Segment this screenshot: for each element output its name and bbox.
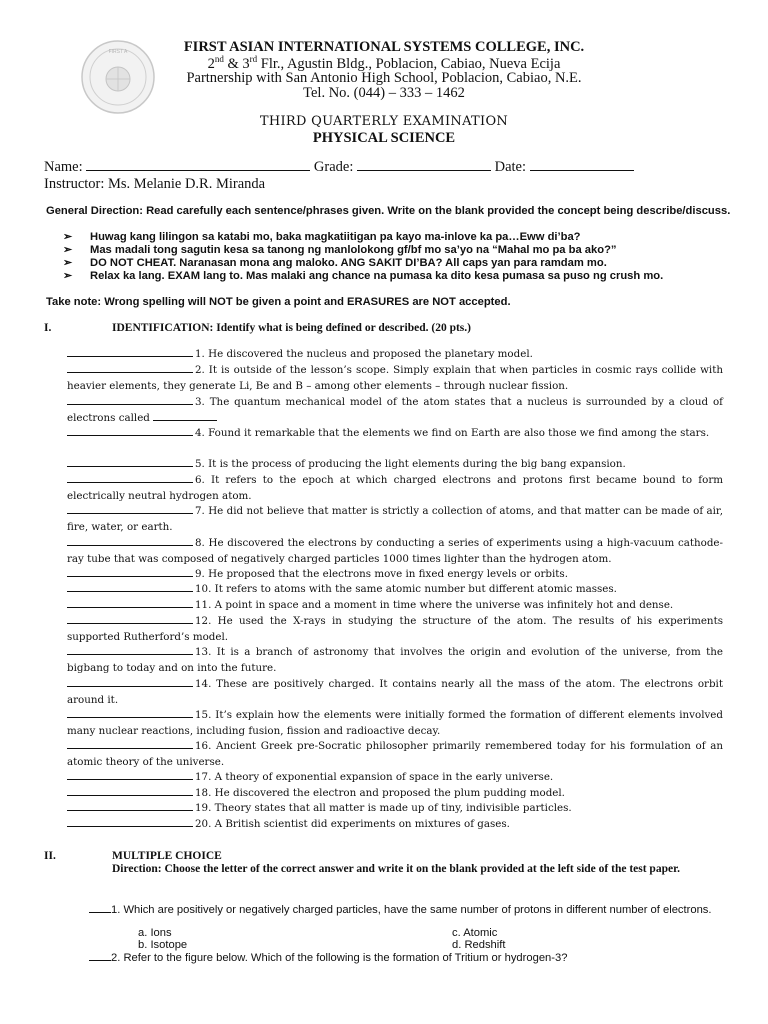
identification-item: 9. He proposed that the electrons move in fixed energy levels or orbits. [67,567,723,583]
arrow-bullet-icon: ➢ [63,270,73,282]
arrow-bullet-icon: ➢ [63,257,73,269]
answer-blank[interactable] [67,786,193,796]
mc-option-d: d. Redshift [452,939,506,951]
answer-blank[interactable] [67,473,193,483]
date-label: Date: [494,159,527,175]
identification-item: 2. It is outside of the lesson’s scope. Simply explain that when particles in cosmic rays collide with heavier elements, they generate Li, Be and B – among other elements – through nuclear fission. [67,364,723,392]
identification-item: 3. The quantum mechanical model of the atom states that a nucleus is surrounded by a cloud of electrons called [67,396,723,424]
mc-question: 1. Which are positively or negatively charged particles, have the same number of protons in different number of electrons. [89,902,729,916]
answer-blank[interactable] [67,363,193,373]
answer-blank[interactable] [67,567,193,577]
college-address: 2nd & 3rd Flr., Agustin Bldg., Poblacion, Cabiao, Nueva Ecija [207,54,561,72]
answer-blank[interactable] [67,645,193,655]
identification-item: 4. Found it remarkable that the elements we find on Earth are also those we find among the stars. [67,426,723,442]
name-label: Name: [44,159,83,175]
answer-blank[interactable] [67,817,193,827]
answer-blank[interactable] [67,395,193,405]
answer-blank[interactable] [67,770,193,780]
answer-blank[interactable] [67,614,193,624]
answer-blank[interactable] [67,582,193,592]
identification-item: 12. He used the X-rays in studying the structure of the atom. The results of his experiments supported Rutherford’s model. [67,615,723,643]
mc-option-c: c. Atomic [452,927,498,939]
mc-option-b: b. Isotope [138,939,188,951]
answer-blank[interactable] [67,426,193,436]
identification-item: 16. Ancient Greek pre-Socratic philosopher primarily remembered today for his formulation of an atomic theory of the universe. [67,740,723,768]
identification-item: 5. It is the process of producing the light elements during the big bang expansion. [67,457,723,473]
identification-item: 7. He did not believe that matter is strictly a collection of atoms, and that matter can be made of air, fire, water, or earth. [67,505,723,533]
instruction-bullet: ➢ Mas madali tong sagutin kesa sa tanong ng manlolokong gf/bf mo sa’yo na “Mahal mo pa ba ako?” [63,244,617,256]
answer-blank[interactable] [67,457,193,467]
mc-option-a: a. Ions [138,927,172,939]
mc-answer-blank[interactable] [89,902,111,913]
section-2-number: II. [44,850,56,862]
answer-blank[interactable] [67,598,193,608]
student-info-line [44,158,634,176]
section-2-title: MULTIPLE CHOICE [112,850,222,862]
section-2-direction: Direction: Choose the letter of the correct answer and write it on the blank provided at the left side of the test paper. [112,863,681,875]
answer-blank[interactable] [67,801,193,811]
identification-item: 17. A theory of exponential expansion of space in the early universe. [67,770,723,786]
section-1-title: IDENTIFICATION: Identify what is being defined or described. (20 pts.) [112,322,471,334]
grade-blank[interactable] [357,158,491,171]
identification-item: 13. It is a branch of astronomy that involves the origin and evolution of the universe, from the bigbang to today and on into the future. [67,646,723,674]
identification-item: 15. It’s explain how the elements were initially formed the formation of different elements involved many nuclear reactions, including fusion, fission and radioactive decay. [67,709,723,737]
college-name: FIRST ASIAN INTERNATIONAL SYSTEMS COLLEGE, INC. [183,39,585,55]
instruction-bullet: ➢ Huwag kang lilingon sa katabi mo, baka magkatiitigan pa kayo ma-inlove ka pa…Eww di’ba? [63,231,581,243]
identification-item: 8. He discovered the electrons by conducting a series of experiments using a high-vacuum cathode-ray tube that was composed of negatively charged particles 1000 times lighter than the hydrogen atom. [67,537,723,565]
identification-item: 19. Theory states that all matter is made up of tiny, indivisible particles. [67,801,723,817]
instruction-bullet: ➢ DO NOT CHEAT. Naranasan mona ang maloko. ANG SAKIT DI’BA? All caps yan para ramdam mo. [63,257,607,269]
answer-blank[interactable] [67,347,193,357]
identification-item: 10. It refers to atoms with the same atomic number but different atomic masses. [67,582,723,598]
identification-item: 20. A British scientist did experiments on mixtures of gases. [67,817,723,833]
identification-item: 14. These are positively charged. It contains nearly all the mass of the atom. The electrons orbit around it. [67,678,723,706]
answer-blank[interactable] [67,739,193,749]
telephone-line: Tel. No. (044) – 333 – 1462 [303,85,465,101]
identification-item: 11. A point in space and a moment in time where the universe was infinitely hot and dense. [67,598,723,614]
name-blank[interactable] [86,158,310,171]
arrow-bullet-icon: ➢ [63,244,73,256]
answer-blank[interactable] [67,708,193,718]
mc-answer-blank[interactable] [89,950,111,961]
section-1-number: I. [44,322,52,334]
instruction-bullet: ➢ Relax ka lang. EXAM lang to. Mas malaki ang chance na pumasa ka dito kesa pumasa sa puso ng crush mo. [63,270,664,282]
identification-item: 6. It refers to the epoch at which charged electrons and protons first became bound to form electrically neutral hydrogen atom. [67,474,723,502]
answer-blank[interactable] [67,536,193,546]
exam-subject: PHYSICAL SCIENCE [312,130,456,146]
mc-question: 2. Refer to the figure below. Which of the following is the formation of Tritium or hydrogen-3? [89,950,729,964]
answer-blank[interactable] [67,504,193,514]
exam-title: THIRD QUARTERLY EXAMINATION [259,114,509,129]
identification-item: 1. He discovered the nucleus and proposed the planetary model. [67,347,723,363]
identification-item: 18. He discovered the electron and proposed the plum pudding model. [67,786,723,802]
instructor-line: Instructor: Ms. Melanie D.R. Miranda [44,176,266,192]
arrow-bullet-icon: ➢ [63,231,73,243]
svg-text:FIRST A: FIRST A [108,49,128,55]
date-blank[interactable] [530,158,634,171]
answer-blank[interactable] [67,677,193,687]
take-note: Take note: Wrong spelling will NOT be given a point and ERASURES are NOT accepted. [46,296,511,308]
inline-answer-blank[interactable] [153,411,217,421]
partnership-line: Partnership with San Antonio High School, Poblacion, Cabiao, N.E. [186,70,582,86]
grade-label: Grade: [313,159,354,175]
general-direction: General Direction: Read carefully each sentence/phrases given. Write on the blank provided the concept being describe/discuss. [46,205,731,217]
